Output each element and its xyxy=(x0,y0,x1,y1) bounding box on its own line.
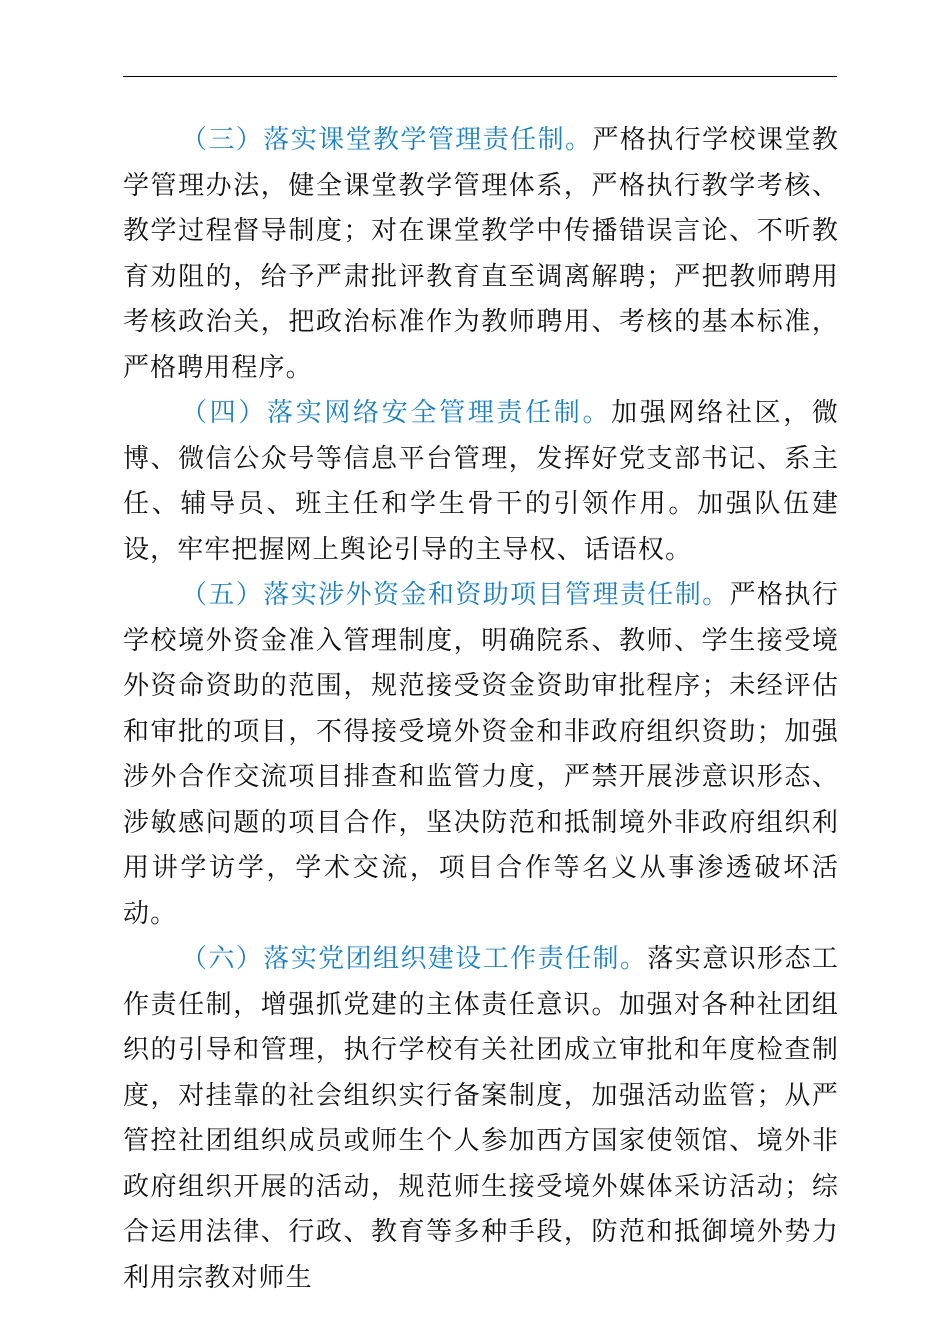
section-body-4: 加强网络社区，微博、微信公众号等信息平台管理，发挥好党支部书记、系主任、辅导员、班主任和学生骨干的引领作用。加强队伍建设，牢牢把握网上舆论引导的主导权、话语权。 xyxy=(123,398,839,565)
document-body xyxy=(123,118,839,1301)
header-rule xyxy=(123,76,837,77)
section-heading-5: （五）落实涉外资金和资助项目管理责任制。 xyxy=(181,580,730,610)
section-body-5: 严格执行学校境外资金准入管理制度，明确院系、教师、学生接受境外资命资助的范围，规范接受资金资助审批程序；未经评估和审批的项目，不得接受境外资金和非政府组织资助；加强涉外合作交流项目排查和监管力度，严禁开展涉意识形态、涉敏感问题的项目合作，坚决防范和抵制境外非政府组织利用讲学访学，学术交流，项目合作等名义从事渗透破坏活动。 xyxy=(123,580,839,929)
section-body-3: 严格执行学校课堂教学管理办法，健全课堂教学管理体系，严格执行教学考核、教学过程督导制度；对在课堂教学中传播错误言论、不听教育劝阻的，给予严肃批评教育直至调离解聘；严把教师聘用考核政治关，把政治标准作为教师聘用、考核的基本标准，严格聘用程序。 xyxy=(123,125,839,383)
section-heading-3: （三）落实课堂教学管理责任制。 xyxy=(181,125,593,155)
paragraph-3 xyxy=(123,118,839,391)
section-body-6: 落实意识形态工作责任制，增强抓党建的主体责任意识。加强对各种社团组织的引导和管理，执行学校有关社团成立审批和年度检查制度，对挂靠的社会组织实行备案制度，加强活动监管；从严管控社团组织成员或师生个人参加西方国家使领馆、境外非政府组织开展的活动，规范师生接受境外媒体采访活动；综合运用法律、行政、教育等多种手段，防范和抵御境外势力利用宗教对师生 xyxy=(123,944,840,1293)
paragraph-4 xyxy=(123,391,839,573)
section-heading-6: （六）落实党团组织建设工作责任制。 xyxy=(181,944,648,974)
section-heading-4: （四）落实网络安全管理责任制。 xyxy=(181,398,612,428)
paragraph-5 xyxy=(123,573,839,937)
paragraph-6 xyxy=(123,937,839,1301)
